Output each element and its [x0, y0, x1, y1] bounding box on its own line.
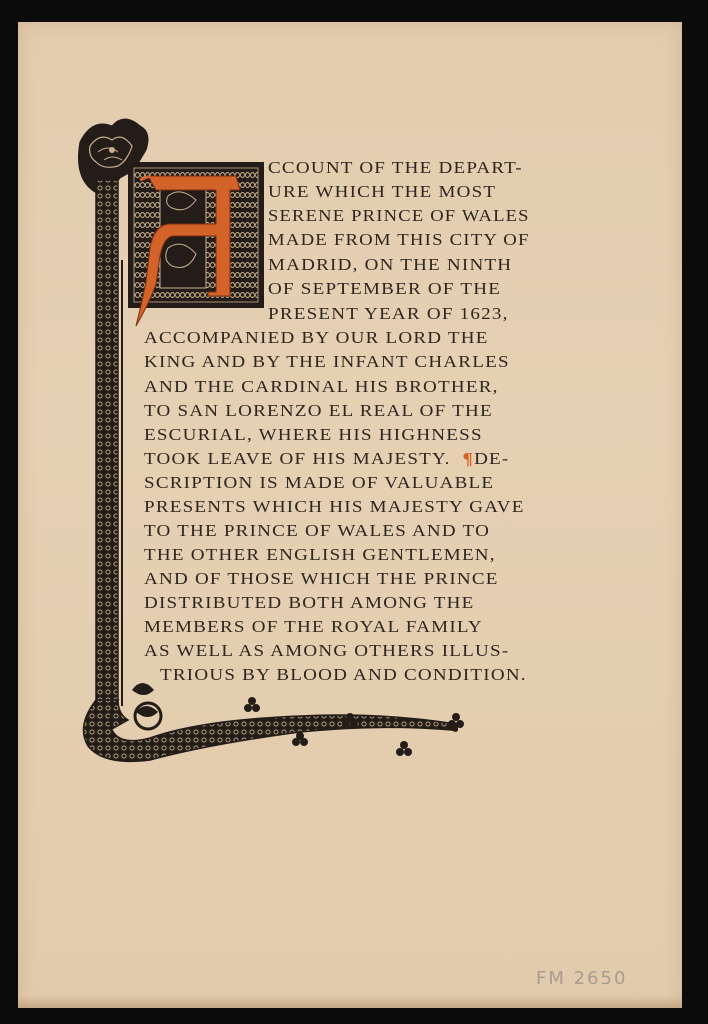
text-line: ACCOMPANIED BY OUR LORD THE — [144, 328, 489, 347]
text-line: TRIOUS BY BLOOD AND CONDITION. — [160, 665, 527, 684]
text-line: DISTRIBUTED BOTH AMONG THE — [144, 593, 475, 612]
text-line: MEMBERS OF THE ROYAL FAMILY — [144, 617, 483, 636]
text-line: ESCURIAL, WHERE HIS HIGHNESS — [144, 425, 483, 444]
text-line: TOOK LEAVE OF HIS MAJESTY. — [144, 449, 451, 468]
pilcrow-icon: ¶ — [462, 449, 475, 468]
text-line: KING AND BY THE INFANT CHARLES — [144, 352, 510, 371]
text-line: TO THE PRINCE OF WALES AND TO — [144, 521, 491, 540]
text-line: SCRIPTION IS MADE OF VALUABLE — [144, 473, 495, 492]
text-line: CCOUNT OF THE DEPART- — [268, 158, 523, 177]
text-line: AND OF THOSE WHICH THE PRINCE — [144, 569, 499, 588]
text-line: URE WHICH THE MOST — [268, 182, 497, 201]
text-line: PRESENTS WHICH HIS MAJESTY GAVE — [144, 497, 525, 516]
text-line: TO SAN LORENZO EL REAL OF THE — [144, 401, 493, 420]
pilcrow-text: DE- — [474, 449, 510, 468]
text-line: AND THE CARDINAL HIS BROTHER, — [144, 377, 499, 396]
text-line: MADRID, ON THE NINTH — [268, 255, 513, 274]
text-line: AS WELL AS AMONG OTHERS ILLUS- — [144, 641, 510, 660]
text-line-with-pilcrow — [144, 449, 509, 469]
text-line: OF SEPTEMBER OF THE — [268, 279, 502, 298]
page-bottom-edge — [18, 996, 682, 1008]
text-line: PRESENT YEAR OF 1623, — [268, 304, 509, 323]
text-line: THE OTHER ENGLISH GENTLEMEN, — [144, 545, 496, 564]
text-line: MADE FROM THIS CITY OF — [268, 230, 530, 249]
shelfmark-label: FM 2650 — [536, 968, 628, 989]
text-line: SERENE PRINCE OF WALES — [268, 206, 530, 225]
